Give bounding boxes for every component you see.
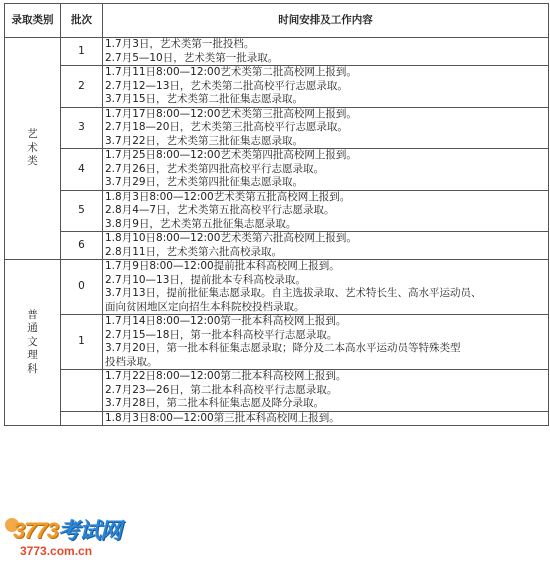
watermark-number: 3773 — [13, 518, 58, 543]
table-header-row — [5, 4, 549, 38]
content-cell — [103, 370, 549, 412]
content-line: 投档录取。 — [105, 355, 158, 368]
table-row — [5, 190, 549, 232]
content-line: 2.7月5—10日，艺术类第一批录取。 — [105, 51, 279, 64]
table-row — [5, 260, 549, 315]
batch-cell: 5 — [61, 190, 103, 232]
content-line: 1.7月17日8:00—12:00艺术类第三批高校网上报到。 — [105, 107, 357, 120]
content-line: 1.7月11日8:00—12:00艺术类第二批高校网上报到。 — [105, 66, 357, 78]
table-row — [5, 232, 549, 260]
content-cell — [103, 260, 549, 315]
table-row — [5, 315, 549, 370]
content-cell — [103, 315, 549, 370]
content-line: 2.8月11日，艺术类第六批高校录取。 — [105, 245, 283, 258]
header-content: 时间安排及工作内容 — [103, 4, 549, 38]
content-line: 3.7月22日，艺术类第三批征集志愿录取。 — [105, 134, 304, 147]
table-row — [5, 149, 549, 191]
content-line: 2.7月23—26日，第二批本科高校平行志愿录取。 — [105, 383, 338, 396]
table-row — [5, 38, 549, 66]
content-line: 1.7月14日8:00—12:00第一批本科高校网上报到。 — [105, 315, 347, 327]
content-line: 面向贫困地区定向招生本科院校投档录取。 — [105, 300, 305, 313]
batch-cell: 1 — [61, 315, 103, 370]
content-line: 3.7月15日，艺术类第二批征集志愿录取。 — [105, 93, 304, 105]
content-line: 3.7月13日，提前批征集志愿录取。自主选拔录取、艺术特长生、高水平运动员、 — [105, 287, 482, 299]
content-line: 1.7月25日8:00—12:00艺术类第四批高校网上报到。 — [105, 149, 357, 161]
watermark-cn-text: 考试网 — [57, 518, 121, 543]
content-line: 2.7月10—13日，提前批本专科高校录取。 — [105, 273, 306, 286]
watermark-url: 3773.com.cn — [20, 544, 93, 558]
table-row — [5, 411, 549, 426]
table-row — [5, 107, 549, 149]
batch-cell: 4 — [61, 149, 103, 191]
content-cell — [103, 232, 549, 260]
category-cell: 普 通 文 理 科 — [5, 260, 61, 426]
batch-cell — [61, 370, 103, 412]
content-line: 2.7月18—20日，艺术类第三批高校平行志愿录取。 — [105, 121, 348, 133]
admission-schedule-table — [4, 3, 549, 426]
content-line: 2.7月26日，艺术类第四批高校平行志愿录取。 — [105, 162, 325, 175]
content-cell — [103, 411, 549, 426]
content-line: 2.7月12—13日，艺术类第二批高校平行志愿录取。 — [105, 79, 348, 92]
content-cell — [103, 38, 549, 66]
content-line: 1.8月3日8:00—12:00第三批本科高校网上报到。 — [105, 411, 340, 424]
content-line: 3.7月20日，第一批本科征集志愿录取；降分及二本高水平运动员等特殊类型 — [105, 342, 461, 354]
content-line: 3.7月29日，艺术类第四批征集志愿录取。 — [105, 176, 304, 188]
batch-cell: 6 — [61, 232, 103, 260]
content-line: 1.7月3日，艺术类第一批投档。 — [105, 38, 255, 50]
content-cell — [103, 66, 549, 108]
content-line: 1.7月22日8:00—12:00第二批本科高校网上报到。 — [105, 370, 347, 382]
batch-cell: 0 — [61, 260, 103, 315]
content-line: 1.8月10日8:00—12:00艺术类第六批高校网上报到。 — [105, 232, 357, 244]
content-cell — [103, 149, 549, 191]
batch-cell: 2 — [61, 66, 103, 108]
site-watermark — [5, 514, 165, 571]
batch-cell: 1 — [61, 38, 103, 66]
content-cell — [103, 190, 549, 232]
content-cell — [103, 107, 549, 149]
content-line: 1.8月3日8:00—12:00艺术类第五批高校网上报到。 — [105, 190, 351, 203]
content-line: 2.7月15—18日，第一批本科高校平行志愿录取。 — [105, 328, 338, 341]
batch-cell — [61, 411, 103, 426]
header-batch: 批次 — [61, 4, 103, 38]
table-row — [5, 370, 549, 412]
header-category: 录取类别 — [5, 4, 61, 38]
watermark-title — [13, 514, 121, 545]
table-row — [5, 66, 549, 108]
content-line: 1.7月9日8:00—12:00提前批本科高校网上报到。 — [105, 260, 340, 272]
category-cell: 艺 术 类 — [5, 38, 61, 260]
content-line: 3.7月28日，第二批本科征集志愿及降分录取。 — [105, 397, 325, 409]
content-line: 3.8月9日，艺术类第五批征集志愿录取。 — [105, 217, 297, 230]
content-line: 2.8月4—7日，艺术类第五批高校平行志愿录取。 — [105, 204, 335, 216]
batch-cell: 3 — [61, 107, 103, 149]
